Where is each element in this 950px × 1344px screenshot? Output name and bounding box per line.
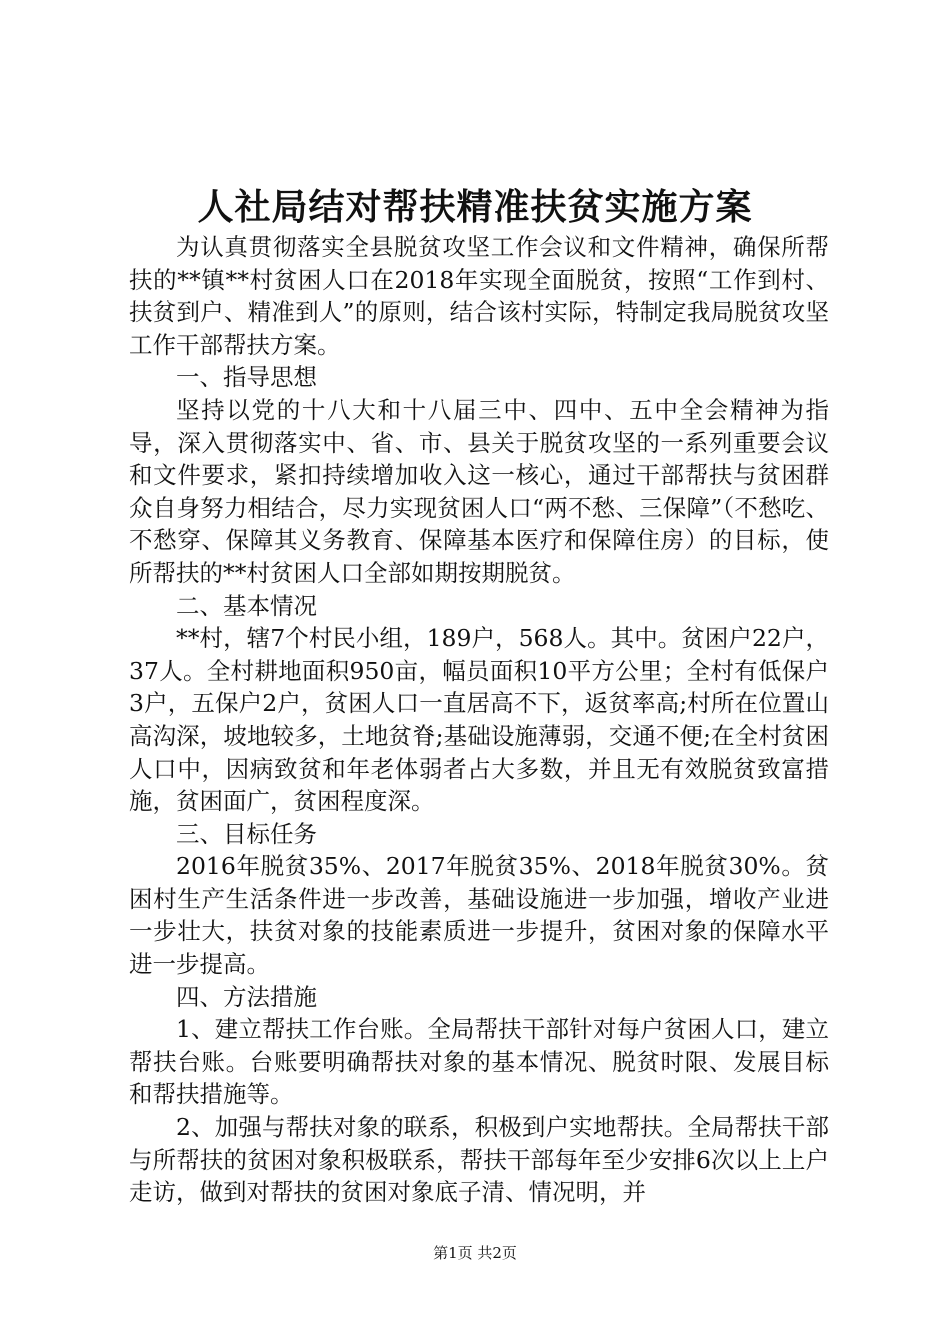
section-heading-guiding-ideology: 一、指导思想: [176, 363, 317, 392]
page-number-footer: 第1页 共2页: [433, 1244, 517, 1262]
methods-item-1: 1、建立帮扶工作台账。全局帮扶干部针对每户贫困人口，建立帮扶台账。台账要明确帮扶对象的基本情况、脱贫时限、发展目标和帮扶措施等。: [129, 1015, 829, 1109]
section-heading-goals: 三、目标任务: [176, 819, 317, 848]
section-heading-basic-situation: 二、基本情况: [176, 591, 317, 620]
document-body: [129, 231, 829, 1209]
section-paragraph-goals: 2016年脱贫35%、2017年脱贫35%、2018年脱贫30%。贫困村生产生活条件进一步改善，基础设施进一步加强，增收产业进一步壮大，扶贫对象的技能素质进一步提升，贫困对象的保障水平进一步提高。: [129, 852, 829, 979]
section-paragraph-basic-situation: **村，辖7个村民小组，189户，568人。其中。贫困户22户，37人。全村耕地面积950亩，幅员面积10平方公里；全村有低保户3户，五保户2户，贫困人口一直居高不下，返贫率高;村所在位置山高沟深，坡地较多，土地贫脊;基础设施薄弱，交通不便;在全村贫困人口中，因病致贫和年老体弱者占大多数，并且无有效脱贫致富措施，贫困面广，贫困程度深。: [129, 624, 829, 816]
intro-paragraph: 为认真贯彻落实全县脱贫攻坚工作会议和文件精神，确保所帮扶的**镇**村贫困人口在2018年实现全面脱贫，按照“工作到村、扶贫到户、精准到人”的原则，结合该村实际，特制定我局脱贫攻坚工作干部帮扶方案。: [129, 233, 829, 359]
section-heading-methods: 四、方法措施: [176, 982, 317, 1011]
document-title: 人社局结对帮扶精准扶贫实施方案: [197, 186, 753, 228]
section-paragraph-guiding-ideology: 坚持以党的十八大和十八届三中、四中、五中全会精神为指导，深入贯彻落实中、省、市、县关于脱贫攻坚的一系列重要会议和文件要求，紧扣持续增加收入这一核心，通过干部帮扶与贫困群众自身努力相结合，尽力实现贫困人口“两不愁、三保障”（不愁吃、不愁穿、保障其义务教育、保障基本医疗和保障住房）的目标，使所帮扶的**村贫困人口全部如期按期脱贫。: [129, 395, 829, 587]
methods-item-2: 2、加强与帮扶对象的联系，积极到户实地帮扶。全局帮扶干部与所帮扶的贫困对象积极联系，帮扶干部每年至少安排6次以上上户走访，做到对帮扶的贫困对象底子清、情况明，并: [129, 1113, 829, 1207]
